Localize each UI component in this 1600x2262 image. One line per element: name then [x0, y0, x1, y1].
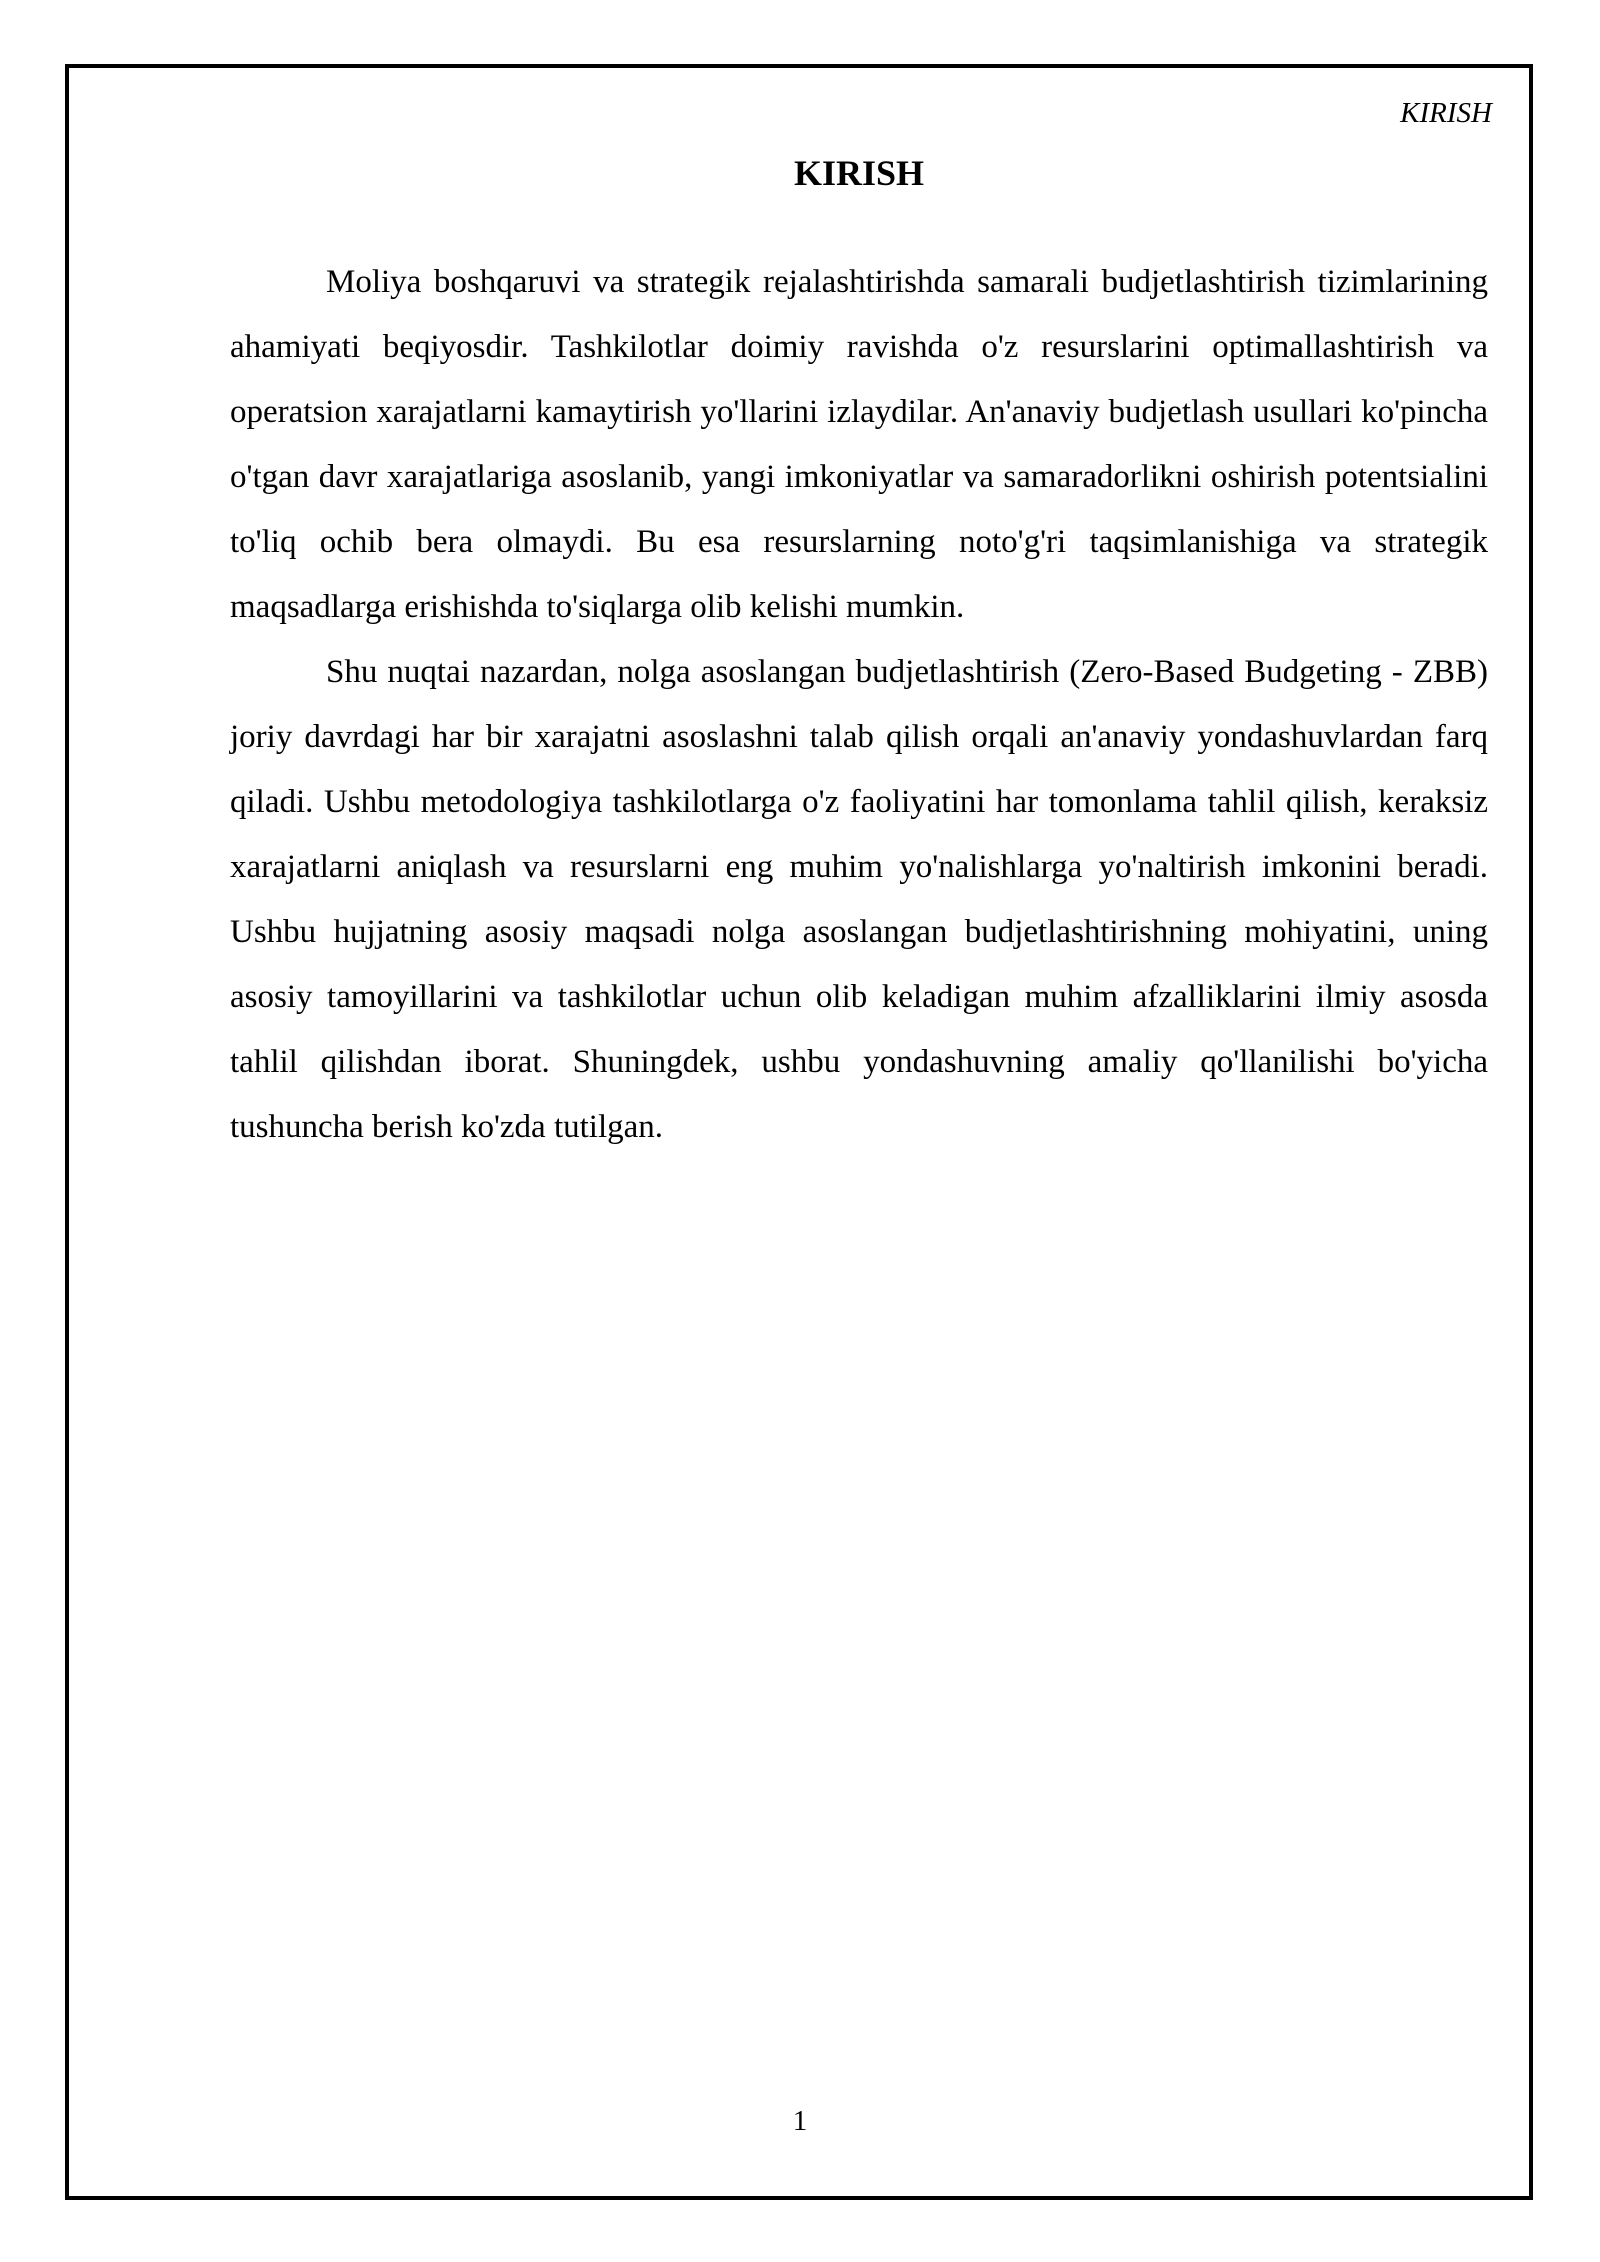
page-number: 1	[792, 2105, 808, 2137]
paragraph: Moliya boshqaruvi va strategik rejalashtirishda samarali budjetlashtirish tizimlarining ahamiyati beqiyosdir. Tashkilotlar doimiy ravishda o'z resurslarini optimallashtirish va operatsion xarajatlarni kamaytirish yo'llarini izlaydilar. An'anaviy budjetlash usullari ko'pincha o'tgan davr xarajatlariga asoslanib, yangi imkoniyatlar va samaradorlikni oshirish potentsialini to'liq ochib bera olmaydi. Bu esa resurslarning noto'g'ri taqsimlanishiga va strategik maqsadlarga erishishda to'siqlarga olib kelishi mumkin.	[230, 264, 1488, 625]
body-text	[230, 250, 1488, 1160]
page-title: KIRISH	[793, 153, 925, 193]
paragraph: Shu nuqtai nazardan, nolga asoslangan budjetlashtirish (Zero-Based Budgeting - ZBB) joriy davrdagi har bir xarajatni asoslashni talab qilish orqali an'anaviy yondashuvlardan farq qiladi. Ushbu metodologiya tashkilotlarga o'z faoliyatini har tomonlama tahlil qilish, keraksiz xarajatlarni aniqlash va resurslarni eng muhim yo'nalishlarga yo'naltirish imkonini beradi. Ushbu hujjatning asosiy maqsadi nolga asoslangan budjetlashtirishning mohiyatini, uning asosiy tamoyillarini va tashkilotlar uchun olib keladigan muhim afzalliklarini ilmiy asosda tahlil qilishdan iborat. Shuningdek, ushbu yondashuvning amaliy qo'llanilishi bo'yicha tushuncha berish ko'zda tutilgan.	[230, 654, 1488, 1145]
running-header: KIRISH	[1400, 97, 1492, 129]
